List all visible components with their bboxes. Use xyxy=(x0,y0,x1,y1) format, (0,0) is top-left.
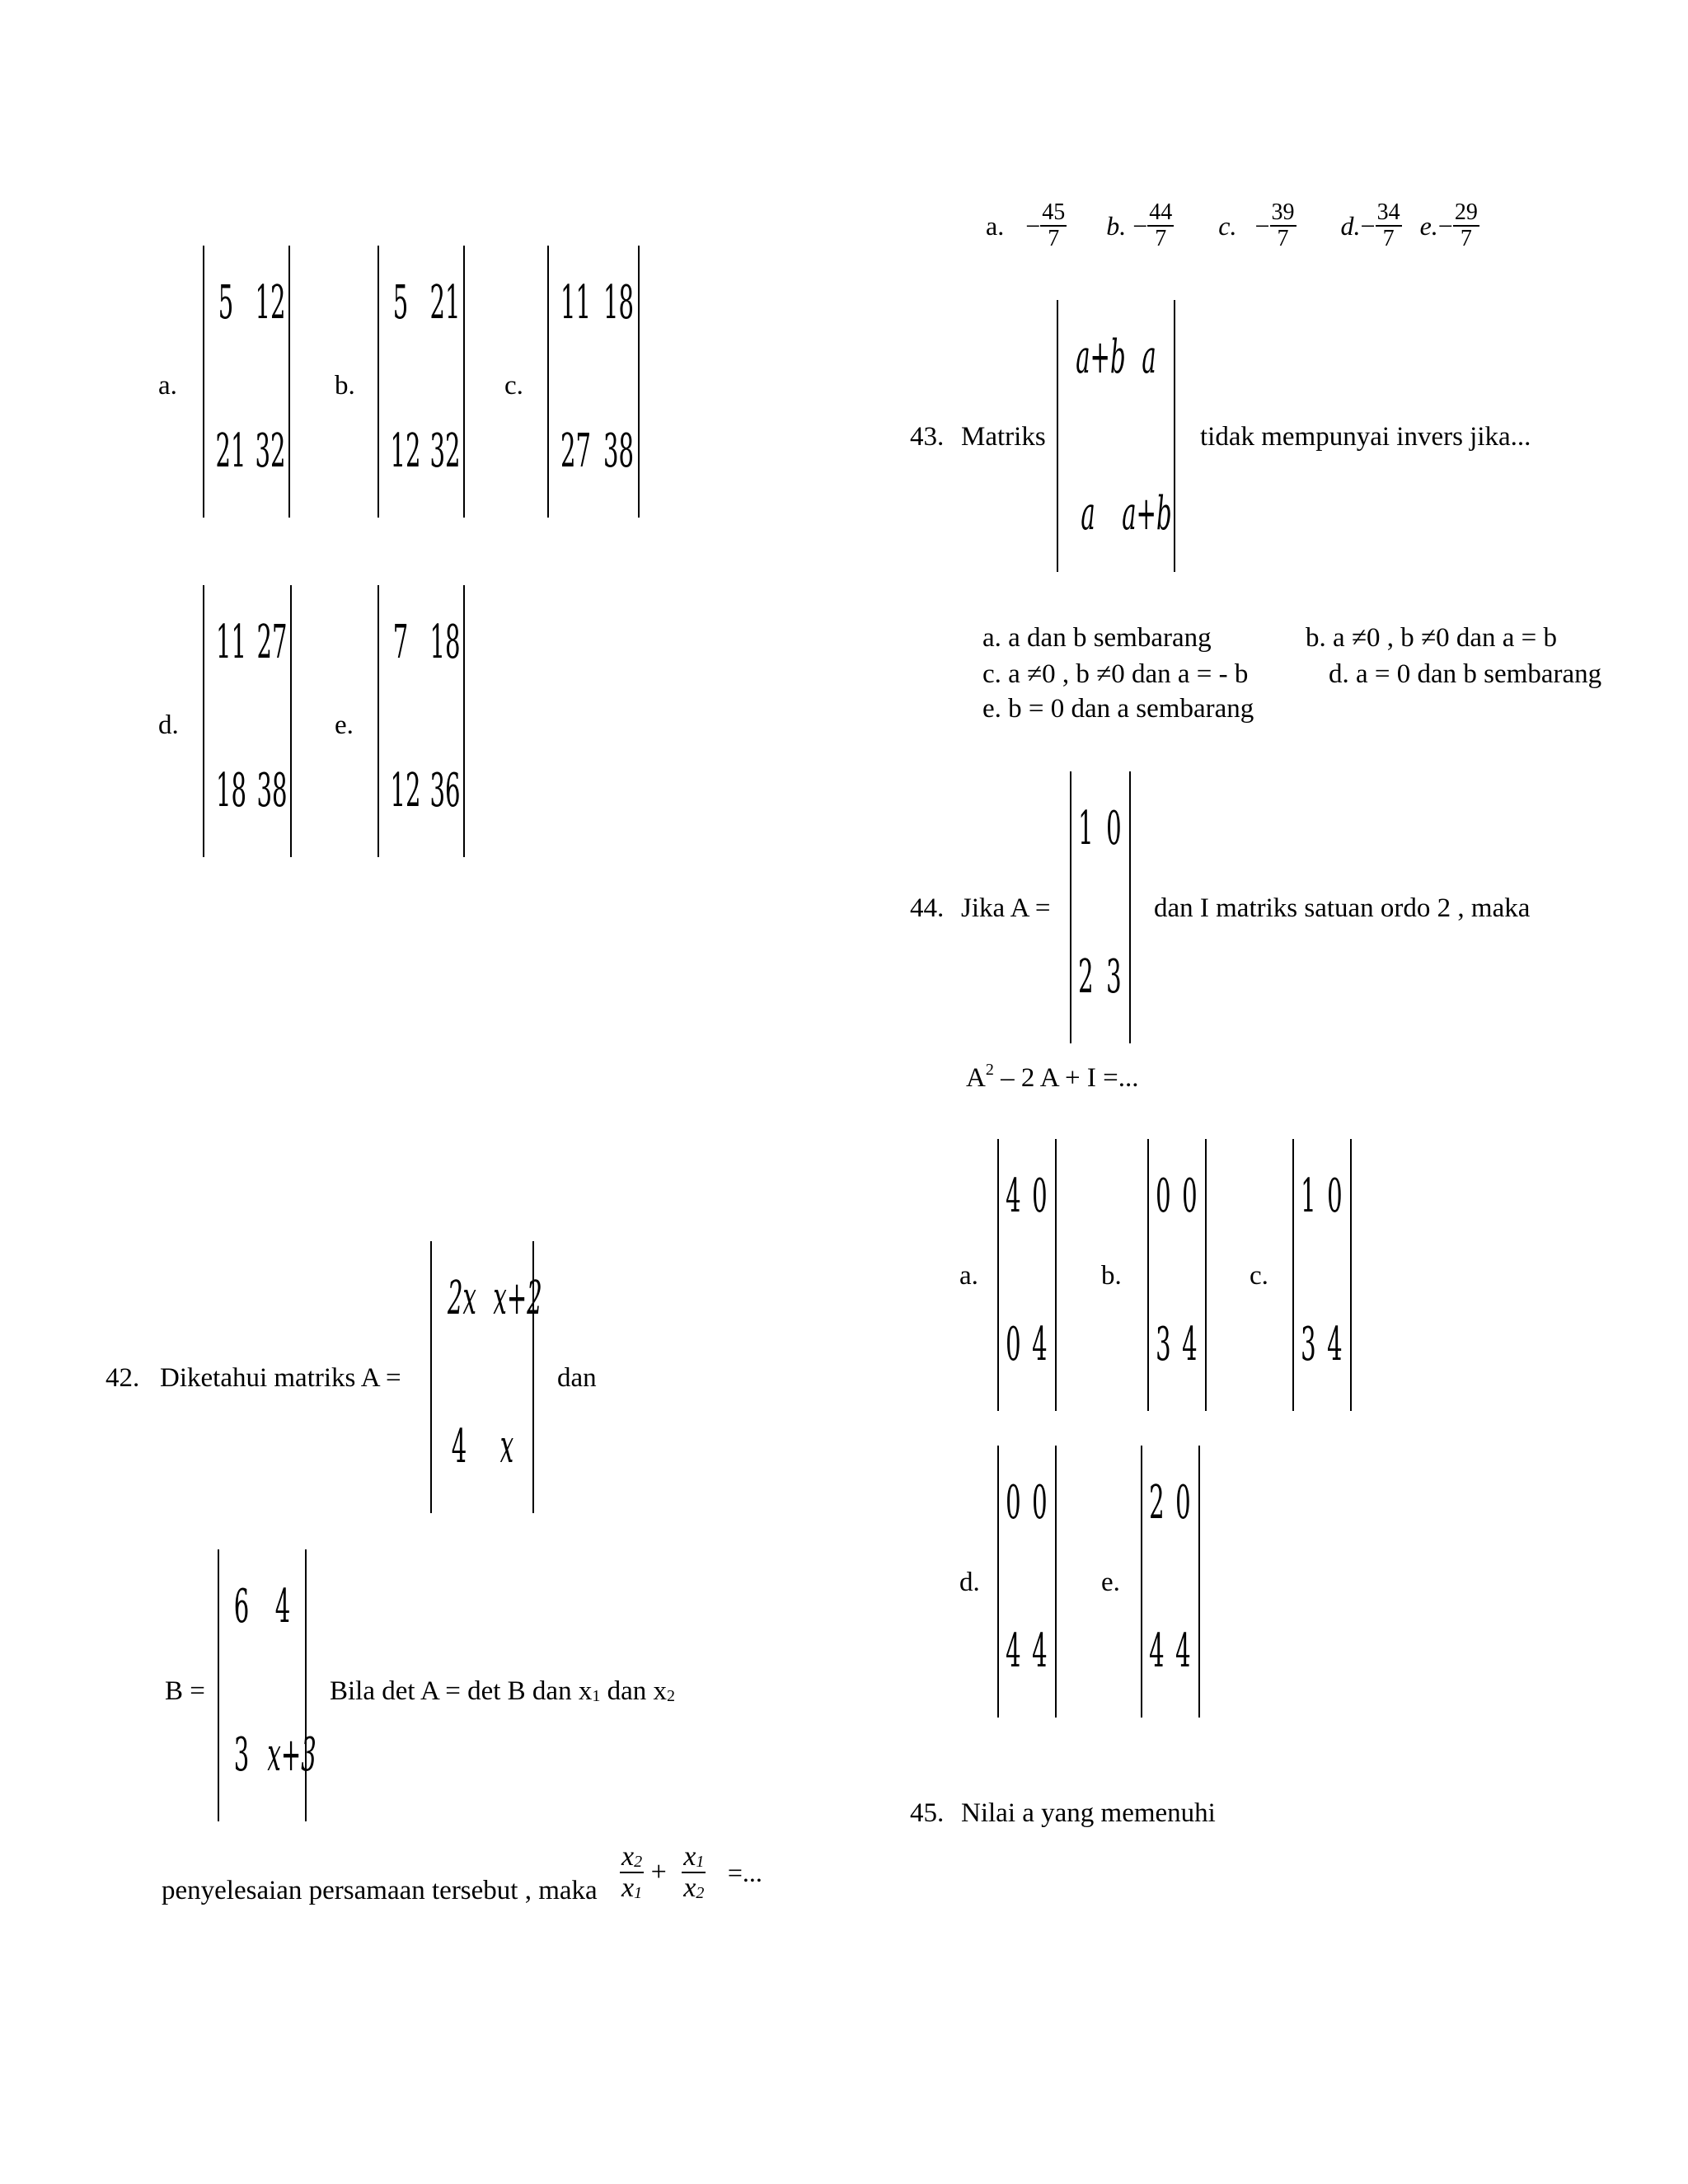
q43-text-after: tidak mempunyai invers jika... xyxy=(1200,422,1531,452)
q44-option-c-label: c. xyxy=(1250,1261,1268,1291)
matrix-cell: 0 xyxy=(1182,1169,1198,1223)
q44-option-a-label: a. xyxy=(959,1261,978,1291)
q41-option-c-matrix xyxy=(547,246,640,518)
matrix-cell: a xyxy=(1081,487,1095,541)
matrix-cell: 0 xyxy=(1156,1169,1171,1223)
fraction: $\frac{x2}{x1}$ xyxy=(621,1841,643,1903)
matrix-cell: 2 xyxy=(1149,1476,1165,1530)
q44-option-b-matrix xyxy=(1147,1139,1207,1411)
q41-option-a-label: a. xyxy=(158,371,177,401)
fraction: $\frac{x1}{x2}$ xyxy=(683,1841,705,1903)
q44-expression: $A^2 - 2$ A + I =... xyxy=(966,1061,1139,1093)
q44-text-before: Jika A = xyxy=(961,893,1051,923)
q41-option-a-matrix xyxy=(203,246,290,518)
matrix-cell: 32 xyxy=(429,424,461,478)
matrix-cell: 2x xyxy=(447,1272,476,1325)
matrix-cell: 4 xyxy=(1032,1318,1048,1371)
q43-text-before: Matriks xyxy=(961,422,1046,452)
matrix-cell: 1 xyxy=(1078,802,1094,855)
fraction: $\frac{44}{7}$ xyxy=(1149,199,1173,251)
q42-text-after: dan xyxy=(557,1363,597,1393)
matrix-cell: 6 xyxy=(233,1580,250,1633)
matrix-cell: 12 xyxy=(390,424,421,478)
matrix-cell: 4 xyxy=(1006,1624,1021,1678)
matrix-cell: 21 xyxy=(215,424,246,478)
matrix-cell: 4 xyxy=(274,1580,291,1633)
q42-matrix-a xyxy=(430,1241,542,1513)
q44-option-c-matrix xyxy=(1292,1139,1352,1411)
matrix-cell: 4 xyxy=(1006,1169,1021,1223)
matrix-cell: 0 xyxy=(1032,1476,1048,1530)
matrix-cell: x+3 xyxy=(267,1728,316,1782)
q41-option-e-label: e. xyxy=(335,710,354,740)
matrix-cell: 38 xyxy=(256,764,288,818)
q42-condition: Bila det A = det B dan x1 dan x2 xyxy=(330,1676,675,1706)
matrix-cell: 0 xyxy=(1327,1169,1343,1223)
matrix-cell: 7 xyxy=(392,616,409,669)
matrix-cell: 18 xyxy=(429,616,461,669)
q42-matrix-b xyxy=(218,1549,316,1821)
q43-option-b: b. a ≠0 , b ≠0 dan a = b xyxy=(1306,623,1558,653)
q44-option-e-label: e. xyxy=(1101,1568,1120,1597)
matrix-cell: 4 xyxy=(1327,1318,1343,1371)
fraction: $\frac{39}{7}$ xyxy=(1271,199,1295,251)
matrix-cell: 3 xyxy=(1301,1318,1316,1371)
matrix-cell: 0 xyxy=(1175,1476,1191,1530)
q45-number: 45. xyxy=(910,1798,945,1828)
q41-option-b-matrix xyxy=(377,246,465,518)
matrix-cell: 5 xyxy=(392,276,409,330)
fraction: $\frac{34}{7}$ xyxy=(1376,199,1400,251)
q42-text-before: Diketahui matriks A = xyxy=(160,1363,401,1393)
matrix-cell: 4 xyxy=(1149,1624,1165,1678)
matrix-cell: 3 xyxy=(1156,1318,1171,1371)
matrix-cell: 11 xyxy=(216,616,247,669)
matrix-cell: 11 xyxy=(560,276,592,330)
matrix-cell: 32 xyxy=(255,424,286,478)
matrix-cell: x xyxy=(499,1420,514,1474)
fraction: $\frac{29}{7}$ xyxy=(1454,199,1478,251)
q43-number: 43. xyxy=(910,422,945,452)
q42-line3: penyelesaian persamaan tersebut , maka xyxy=(162,1876,598,1905)
matrix-cell: 18 xyxy=(603,276,635,330)
q42-b-label: B = xyxy=(165,1676,205,1706)
q41-option-d-matrix xyxy=(203,585,292,857)
q44-option-d-label: d. xyxy=(959,1568,980,1597)
matrix-cell: 4 xyxy=(1175,1624,1191,1678)
q43-option-c: c. a ≠0 , b ≠0 dan a = - b xyxy=(982,659,1249,689)
q43-option-d: d. a = 0 dan b sembarang xyxy=(1329,659,1602,689)
fraction: $\frac{45}{7}$ xyxy=(1042,199,1066,251)
matrix-cell: 3 xyxy=(233,1728,250,1782)
q44-option-a-matrix xyxy=(997,1139,1057,1411)
matrix-cell: 0 xyxy=(1006,1476,1021,1530)
matrix-cell: 36 xyxy=(429,764,461,818)
q45-text: Nilai a yang memenuhi xyxy=(961,1798,1216,1828)
matrix-cell: 2 xyxy=(1078,950,1094,1004)
q41-option-d-label: d. xyxy=(158,710,179,740)
q43-matrix xyxy=(1057,300,1175,572)
matrix-cell: 1 xyxy=(1301,1169,1316,1223)
matrix-cell: 5 xyxy=(218,276,234,330)
q42-number: 42. xyxy=(106,1363,140,1393)
matrix-cell: a+b xyxy=(1122,487,1172,541)
q41-option-c-label: c. xyxy=(504,371,523,401)
matrix-cell: 38 xyxy=(603,424,635,478)
q43-option-e: e. b = 0 dan a sembarang xyxy=(982,694,1254,724)
matrix-cell: 3 xyxy=(1106,950,1122,1004)
q43-option-a: a. a dan b sembarang xyxy=(982,623,1212,653)
q44-text-after: dan I matriks satuan ordo 2 , maka xyxy=(1154,893,1531,923)
q44-matrix xyxy=(1070,771,1131,1043)
matrix-cell: a+b xyxy=(1076,330,1126,384)
matrix-cell: 4 xyxy=(1032,1624,1048,1678)
q44-option-b-label: b. xyxy=(1101,1261,1122,1291)
matrix-cell: 0 xyxy=(1032,1169,1048,1223)
q42-fraction-expression: $\frac{x2}{x1}$ + $\frac{x1}{x2}$ =... xyxy=(621,1841,762,1903)
matrix-cell: 18 xyxy=(216,764,247,818)
q42-options: a. − $\frac{45}{7}$ b. − $\frac{44}{7}$ c. − $\frac{39}{7}$ d.− $\frac{34}{7}$ e.− $\frac{29}{7}$ xyxy=(986,199,1478,251)
matrix-cell: a xyxy=(1142,330,1156,384)
matrix-cell: 12 xyxy=(390,764,421,818)
matrix-cell: 27 xyxy=(256,616,288,669)
q41-option-e-matrix xyxy=(377,585,465,857)
matrix-cell: 0 xyxy=(1006,1318,1021,1371)
q41-option-b-label: b. xyxy=(335,371,355,401)
matrix-cell: 4 xyxy=(451,1420,467,1474)
matrix-cell: 21 xyxy=(429,276,461,330)
matrix-cell: 0 xyxy=(1106,802,1122,855)
q44-option-e-matrix xyxy=(1141,1446,1200,1718)
matrix-cell: 4 xyxy=(1182,1318,1198,1371)
matrix-cell: 12 xyxy=(255,276,286,330)
matrix-cell: 27 xyxy=(560,424,592,478)
matrix-cell: x+2 xyxy=(493,1272,542,1325)
q44-option-d-matrix xyxy=(997,1446,1057,1718)
q44-number: 44. xyxy=(910,893,945,923)
